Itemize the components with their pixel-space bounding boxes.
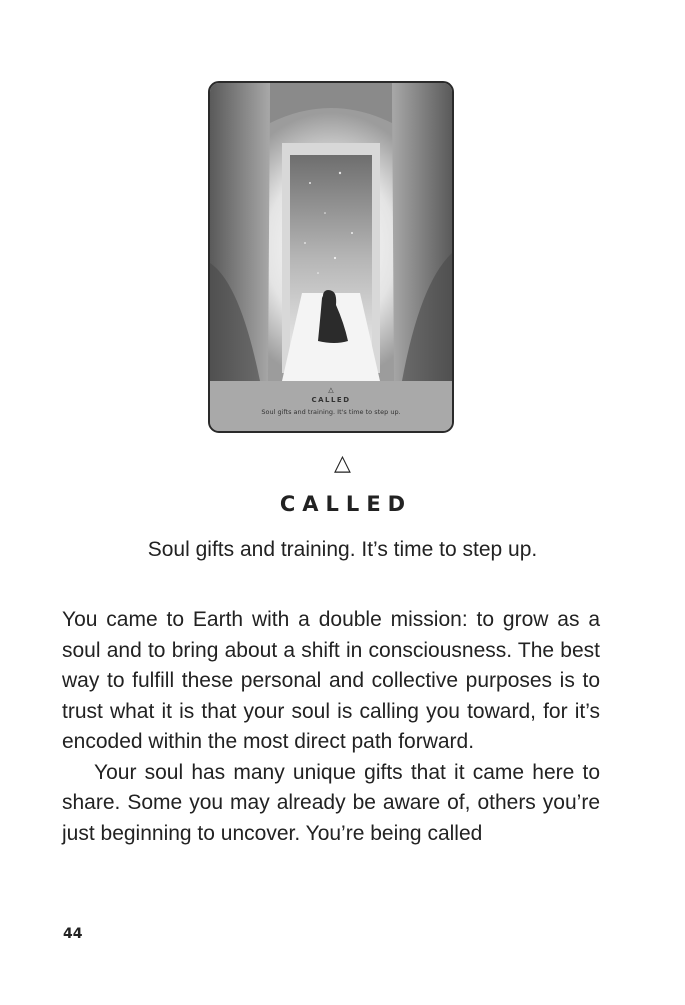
card-triangle-icon: △ (328, 386, 334, 394)
page-number: 44 (63, 926, 83, 942)
page-title: CALLED (279, 492, 413, 516)
page-subtitle: Soul gifts and training. It’s time to step up. (147, 538, 538, 561)
card-subtitle: Soul gifts and training. It's time to step up. (261, 408, 401, 416)
oracle-card-image (208, 81, 454, 433)
paragraph: You came to Earth with a double mission: to grow as a soul and to bring about a shift in consciousness. The best way to fulfill these personal and collective purposes is to trust what it is that your soul is calling you toward, for it’s encoded within the most direct path forward. (62, 608, 600, 753)
card-caption-band (210, 381, 452, 431)
card-title: CALLED (311, 396, 351, 404)
doorway-illustration (210, 83, 452, 381)
triangle-icon: △ (334, 451, 351, 476)
paragraph: Your soul has many unique gifts that it came here to share. Some you may already be aware of, others you’re just beginning to uncover. You’re being called (62, 760, 600, 845)
body-text (62, 605, 600, 849)
